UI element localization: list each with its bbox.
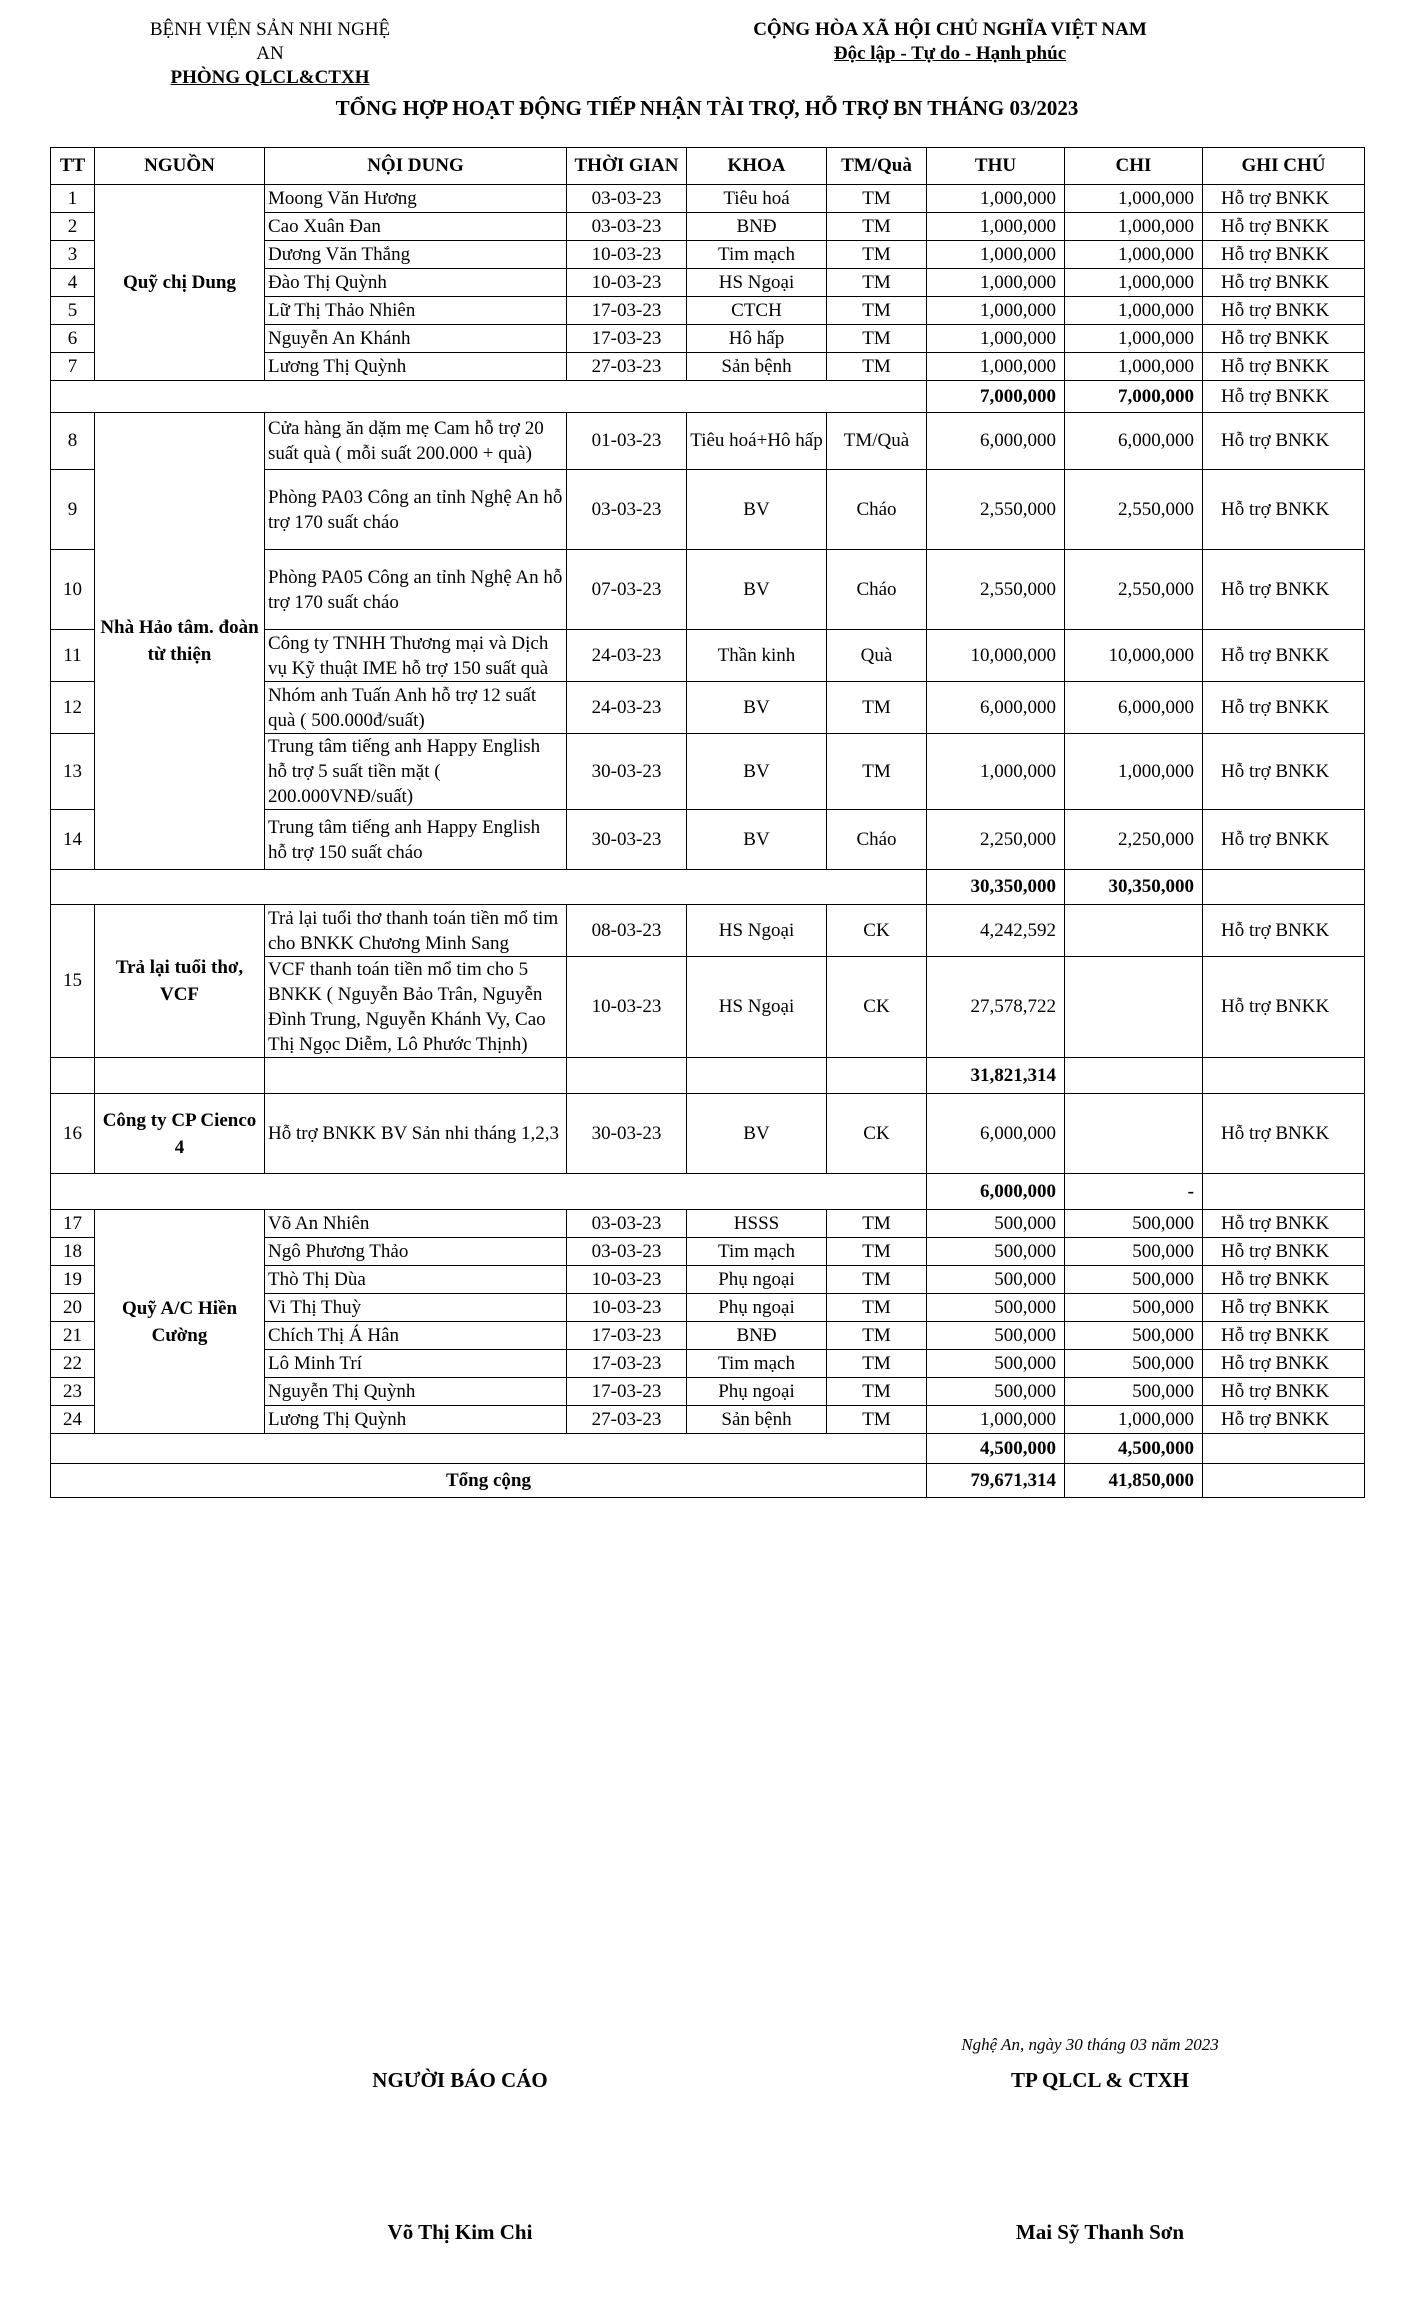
row-type: TM (827, 213, 927, 241)
row-content: Phòng PA05 Công an tỉnh Nghệ An hỗ trợ 170 suất cháo (265, 550, 567, 630)
header-national (720, 18, 1180, 66)
row-income: 500,000 (927, 1266, 1065, 1294)
row-department: BV (687, 682, 827, 734)
row-expense: 2,550,000 (1065, 470, 1203, 550)
row-content: Nguyễn An Khánh (265, 325, 567, 353)
row-income: 6,000,000 (927, 1094, 1065, 1174)
row-number: 9 (51, 470, 95, 550)
row-note: Hỗ trợ BNKK (1203, 1094, 1365, 1174)
row-income: 6,000,000 (927, 413, 1065, 470)
column-header: THỜI GIAN (567, 148, 687, 185)
row-content: Võ An Nhiên (265, 1210, 567, 1238)
row-type: TM (827, 1322, 927, 1350)
row-date: 03-03-23 (567, 213, 687, 241)
row-department: HSSS (687, 1210, 827, 1238)
subtotal-expense: - (1065, 1174, 1203, 1210)
grand-total-income: 79,671,314 (927, 1464, 1065, 1498)
row-number: 5 (51, 297, 95, 325)
row-note: Hỗ trợ BNKK (1203, 413, 1365, 470)
subtotal-income: 6,000,000 (927, 1174, 1065, 1210)
row-type: TM (827, 682, 927, 734)
grand-total-row (51, 1464, 1365, 1498)
row-expense: 6,000,000 (1065, 413, 1203, 470)
subtotal-blank (95, 1058, 265, 1094)
column-header: TM/Quà (827, 148, 927, 185)
row-number: 2 (51, 213, 95, 241)
row-note: Hỗ trợ BNKK (1203, 1210, 1365, 1238)
row-income: 2,250,000 (927, 810, 1065, 870)
column-header: NỘI DUNG (265, 148, 567, 185)
row-note: Hỗ trợ BNKK (1203, 734, 1365, 810)
reporter-title: NGƯỜI BÁO CÁO (372, 2068, 548, 2092)
column-header: TT (51, 148, 95, 185)
grand-total-note (1203, 1464, 1365, 1498)
row-type: TM (827, 297, 927, 325)
row-department: Sản bệnh (687, 1406, 827, 1434)
row-note: Hỗ trợ BNKK (1203, 1322, 1365, 1350)
row-expense: 1,000,000 (1065, 185, 1203, 213)
row-date: 10-03-23 (567, 241, 687, 269)
subtotal-blank (567, 1058, 687, 1094)
row-date: 17-03-23 (567, 1350, 687, 1378)
row-number: 1 (51, 185, 95, 213)
row-income: 1,000,000 (927, 213, 1065, 241)
subtotal-expense: 30,350,000 (1065, 870, 1203, 905)
row-number: 11 (51, 630, 95, 682)
row-expense: 10,000,000 (1065, 630, 1203, 682)
row-income: 1,000,000 (927, 734, 1065, 810)
row-type: Cháo (827, 810, 927, 870)
funding-source: Trả lại tuổi thơ, VCF (95, 905, 265, 1058)
row-note: Hỗ trợ BNKK (1203, 185, 1365, 213)
row-date: 17-03-23 (567, 1378, 687, 1406)
table-row (51, 905, 1365, 957)
row-type: CK (827, 1094, 927, 1174)
row-income: 27,578,722 (927, 957, 1065, 1058)
row-date: 24-03-23 (567, 682, 687, 734)
row-date: 10-03-23 (567, 269, 687, 297)
row-income: 2,550,000 (927, 550, 1065, 630)
row-income: 2,550,000 (927, 470, 1065, 550)
row-department: Phụ ngoại (687, 1378, 827, 1406)
row-type: TM/Quà (827, 413, 927, 470)
row-content: Chích Thị Á Hân (265, 1322, 567, 1350)
column-header: KHOA (687, 148, 827, 185)
row-income: 500,000 (927, 1322, 1065, 1350)
row-note: Hỗ trợ BNKK (1203, 1294, 1365, 1322)
row-note: Hỗ trợ BNKK (1203, 682, 1365, 734)
country-name: CỘNG HÒA XÃ HỘI CHỦ NGHĨA VIỆT NAM (753, 19, 1147, 40)
table-header-row (51, 148, 1365, 185)
row-expense: 1,000,000 (1065, 353, 1203, 381)
row-expense: 500,000 (1065, 1294, 1203, 1322)
row-department: CTCH (687, 297, 827, 325)
row-content: Ngô Phương Thảo (265, 1238, 567, 1266)
row-note: Hỗ trợ BNKK (1203, 630, 1365, 682)
row-expense: 1,000,000 (1065, 213, 1203, 241)
subtotal-expense: 4,500,000 (1065, 1434, 1203, 1464)
row-number: 12 (51, 682, 95, 734)
row-date: 17-03-23 (567, 1322, 687, 1350)
row-note: Hỗ trợ BNKK (1203, 213, 1365, 241)
subtotal-blank (51, 1434, 927, 1464)
row-number: 15 (51, 905, 95, 1058)
row-number: 17 (51, 1210, 95, 1238)
row-type: TM (827, 1210, 927, 1238)
row-date: 30-03-23 (567, 734, 687, 810)
row-department: Tim mạch (687, 241, 827, 269)
row-date: 17-03-23 (567, 297, 687, 325)
manager-name: Mai Sỹ Thanh Sơn (1015, 2220, 1185, 2244)
row-department: BNĐ (687, 1322, 827, 1350)
row-expense (1065, 1094, 1203, 1174)
row-type: Cháo (827, 550, 927, 630)
row-income: 1,000,000 (927, 353, 1065, 381)
row-type: TM (827, 1294, 927, 1322)
row-income: 500,000 (927, 1238, 1065, 1266)
row-department: Tiêu hoá+Hô hấp (687, 413, 827, 470)
row-date: 01-03-23 (567, 413, 687, 470)
row-department: Thần kinh (687, 630, 827, 682)
row-content: Cửa hàng ăn dặm mẹ Cam hỗ trợ 20 suất quà ( mỗi suất 200.000 + quà) (265, 413, 567, 470)
row-expense (1065, 957, 1203, 1058)
row-number: 8 (51, 413, 95, 470)
row-type: TM (827, 269, 927, 297)
row-income: 500,000 (927, 1378, 1065, 1406)
row-department: Phụ ngoại (687, 1294, 827, 1322)
row-expense: 1,000,000 (1065, 269, 1203, 297)
subtotal-row (51, 1434, 1365, 1464)
row-content: Lô Minh Trí (265, 1350, 567, 1378)
row-note: Hỗ trợ BNKK (1203, 1406, 1365, 1434)
row-expense: 1,000,000 (1065, 734, 1203, 810)
row-note: Hỗ trợ BNKK (1203, 1266, 1365, 1294)
subtotal-row (51, 870, 1365, 905)
row-date: 30-03-23 (567, 810, 687, 870)
row-department: BV (687, 1094, 827, 1174)
row-number: 13 (51, 734, 95, 810)
column-header: CHI (1065, 148, 1203, 185)
row-date: 03-03-23 (567, 1238, 687, 1266)
donation-table (50, 147, 1365, 1498)
row-number: 18 (51, 1238, 95, 1266)
row-type: TM (827, 1238, 927, 1266)
row-date: 07-03-23 (567, 550, 687, 630)
table-row (51, 1094, 1365, 1174)
row-expense: 500,000 (1065, 1238, 1203, 1266)
grand-total-label: Tổng cộng (51, 1464, 927, 1498)
subtotal-blank (827, 1058, 927, 1094)
row-department: Tiêu hoá (687, 185, 827, 213)
row-date: 24-03-23 (567, 630, 687, 682)
row-expense: 500,000 (1065, 1378, 1203, 1406)
subtotal-note (1203, 1058, 1365, 1094)
row-expense: 6,000,000 (1065, 682, 1203, 734)
row-content: Trả lại tuổi thơ thanh toán tiền mổ tim cho BNKK Chương Minh Sang (265, 905, 567, 957)
row-type: TM (827, 1266, 927, 1294)
row-number: 16 (51, 1094, 95, 1174)
row-content: Thò Thị Dùa (265, 1266, 567, 1294)
row-expense: 500,000 (1065, 1210, 1203, 1238)
row-expense: 500,000 (1065, 1322, 1203, 1350)
row-income: 4,242,592 (927, 905, 1065, 957)
row-note: Hỗ trợ BNKK (1203, 353, 1365, 381)
row-number: 10 (51, 550, 95, 630)
row-department: HS Ngoại (687, 269, 827, 297)
row-number: 7 (51, 353, 95, 381)
row-note: Hỗ trợ BNKK (1203, 241, 1365, 269)
funding-source: Quỹ chị Dung (95, 185, 265, 381)
hospital-name: BỆNH VIỆN SẢN NHI NGHỆ AN (149, 19, 391, 64)
row-note: Hỗ trợ BNKK (1203, 810, 1365, 870)
row-income: 1,000,000 (927, 269, 1065, 297)
row-date: 03-03-23 (567, 470, 687, 550)
row-content: Moong Văn Hương (265, 185, 567, 213)
row-content: Lương Thị Quỳnh (265, 353, 567, 381)
subtotal-blank (51, 870, 927, 905)
row-number: 3 (51, 241, 95, 269)
row-number: 4 (51, 269, 95, 297)
row-expense: 1,000,000 (1065, 1406, 1203, 1434)
row-department: BV (687, 810, 827, 870)
row-income: 500,000 (927, 1350, 1065, 1378)
row-income: 1,000,000 (927, 325, 1065, 353)
row-number: 14 (51, 810, 95, 870)
row-department: Tim mạch (687, 1238, 827, 1266)
funding-source: Nhà Hảo tâm. đoàn từ thiện (95, 413, 265, 870)
row-note: Hỗ trợ BNKK (1203, 297, 1365, 325)
column-header: NGUỒN (95, 148, 265, 185)
row-number: 21 (51, 1322, 95, 1350)
row-content: Đào Thị Quỳnh (265, 269, 567, 297)
report-date: Nghệ An, ngày 30 tháng 03 năm 2023 (961, 2035, 1219, 2054)
row-date: 03-03-23 (567, 185, 687, 213)
row-department: BV (687, 470, 827, 550)
subtotal-blank (265, 1058, 567, 1094)
row-note: Hỗ trợ BNKK (1203, 325, 1365, 353)
subtotal-income: 4,500,000 (927, 1434, 1065, 1464)
row-type: CK (827, 905, 927, 957)
subtotal-income: 7,000,000 (927, 381, 1065, 413)
row-expense: 1,000,000 (1065, 325, 1203, 353)
row-content: Lữ Thị Thảo Nhiên (265, 297, 567, 325)
row-content: Dương Văn Thắng (265, 241, 567, 269)
row-content: Trung tâm tiếng anh Happy English hỗ trợ 5 suất tiền mặt ( 200.000VNĐ/suất) (265, 734, 567, 810)
row-department: HS Ngoại (687, 957, 827, 1058)
table-row (51, 185, 1365, 213)
row-content: Vi Thị Thuỳ (265, 1294, 567, 1322)
row-expense: 500,000 (1065, 1266, 1203, 1294)
manager-title: TP QLCL & CTXH (1011, 2068, 1189, 2092)
reporter-name: Võ Thị Kim Chi (387, 2220, 533, 2244)
document-title: TỔNG HỢP HOẠT ĐỘNG TIẾP NHẬN TÀI TRỢ, HỖ TRỢ BN THÁNG 03/2023 (335, 96, 1079, 120)
row-expense: 2,550,000 (1065, 550, 1203, 630)
row-date: 27-03-23 (567, 353, 687, 381)
row-number: 24 (51, 1406, 95, 1434)
row-expense (1065, 905, 1203, 957)
row-content: Nhóm anh Tuấn Anh hỗ trợ 12 suất quà ( 500.000đ/suất) (265, 682, 567, 734)
row-note: Hỗ trợ BNKK (1203, 1378, 1365, 1406)
row-date: 03-03-23 (567, 1210, 687, 1238)
row-date: 08-03-23 (567, 905, 687, 957)
row-income: 6,000,000 (927, 682, 1065, 734)
row-date: 10-03-23 (567, 957, 687, 1058)
row-date: 17-03-23 (567, 325, 687, 353)
row-content: Phòng PA03 Công an tỉnh Nghệ An hỗ trợ 170 suất cháo (265, 470, 567, 550)
row-department: Hô hấp (687, 325, 827, 353)
department-name: PHÒNG QLCL&CTXH (170, 67, 370, 88)
row-expense: 2,250,000 (1065, 810, 1203, 870)
row-department: HS Ngoại (687, 905, 827, 957)
subtotal-expense: 7,000,000 (1065, 381, 1203, 413)
row-note: Hỗ trợ BNKK (1203, 905, 1365, 957)
row-number: 19 (51, 1266, 95, 1294)
table-row (51, 1210, 1365, 1238)
subtotal-blank (51, 1174, 927, 1210)
row-type: TM (827, 241, 927, 269)
row-department: BV (687, 550, 827, 630)
row-number: 23 (51, 1378, 95, 1406)
row-content: Trung tâm tiếng anh Happy English hỗ trợ 150 suất cháo (265, 810, 567, 870)
row-note: Hỗ trợ BNKK (1203, 269, 1365, 297)
row-number: 6 (51, 325, 95, 353)
row-income: 500,000 (927, 1210, 1065, 1238)
row-note: Hỗ trợ BNKK (1203, 1350, 1365, 1378)
funding-source: Công ty CP Cienco 4 (95, 1094, 265, 1174)
subtotal-row (51, 381, 1365, 413)
subtotal-note (1203, 1434, 1365, 1464)
subtotal-note (1203, 1174, 1365, 1210)
national-motto: Độc lập - Tự do - Hạnh phúc (833, 43, 1067, 64)
row-content: Hỗ trợ BNKK BV Sản nhi tháng 1,2,3 (265, 1094, 567, 1174)
row-type: TM (827, 1350, 927, 1378)
row-type: TM (827, 185, 927, 213)
row-type: TM (827, 353, 927, 381)
subtotal-income: 31,821,314 (927, 1058, 1065, 1094)
row-number: 22 (51, 1350, 95, 1378)
row-type: TM (827, 1378, 927, 1406)
subtotal-income: 30,350,000 (927, 870, 1065, 905)
row-department: Sản bệnh (687, 353, 827, 381)
row-content: VCF thanh toán tiền mổ tim cho 5 BNKK ( Nguyễn Bảo Trân, Nguyễn Đình Trung, Nguyễn Khánh Vy, Cao Thị Ngọc Diễm, Lô Phước Thịnh) (265, 957, 567, 1058)
table-body (51, 185, 1365, 1498)
row-date: 27-03-23 (567, 1406, 687, 1434)
subtotal-blank (51, 1058, 95, 1094)
row-date: 10-03-23 (567, 1294, 687, 1322)
funding-source: Quỹ A/C Hiền Cường (95, 1210, 265, 1434)
subtotal-blank (51, 381, 927, 413)
row-type: CK (827, 957, 927, 1058)
subtotal-row (51, 1174, 1365, 1210)
header-organization (135, 18, 405, 90)
subtotal-note (1203, 870, 1365, 905)
row-date: 30-03-23 (567, 1094, 687, 1174)
subtotal-note: Hỗ trợ BNKK (1203, 381, 1365, 413)
row-type: TM (827, 325, 927, 353)
subtotal-row (51, 1058, 1365, 1094)
row-income: 1,000,000 (927, 297, 1065, 325)
row-expense: 500,000 (1065, 1350, 1203, 1378)
column-header: GHI CHÚ (1203, 148, 1365, 185)
row-income: 1,000,000 (927, 185, 1065, 213)
row-number: 20 (51, 1294, 95, 1322)
row-type: Quà (827, 630, 927, 682)
row-department: Phụ ngoại (687, 1266, 827, 1294)
grand-total-expense: 41,850,000 (1065, 1464, 1203, 1498)
row-income: 10,000,000 (927, 630, 1065, 682)
row-expense: 1,000,000 (1065, 297, 1203, 325)
row-type: TM (827, 734, 927, 810)
row-department: BV (687, 734, 827, 810)
table-row (51, 413, 1365, 470)
row-department: BNĐ (687, 213, 827, 241)
row-expense: 1,000,000 (1065, 241, 1203, 269)
row-content: Lương Thị Quỳnh (265, 1406, 567, 1434)
row-note: Hỗ trợ BNKK (1203, 957, 1365, 1058)
row-department: Tim mạch (687, 1350, 827, 1378)
row-date: 10-03-23 (567, 1266, 687, 1294)
row-content: Công ty TNHH Thương mại và Dịch vụ Kỹ thuật IME hỗ trợ 150 suất quà (265, 630, 567, 682)
subtotal-blank (687, 1058, 827, 1094)
row-content: Cao Xuân Đan (265, 213, 567, 241)
row-note: Hỗ trợ BNKK (1203, 470, 1365, 550)
row-type: TM (827, 1406, 927, 1434)
row-note: Hỗ trợ BNKK (1203, 1238, 1365, 1266)
row-note: Hỗ trợ BNKK (1203, 550, 1365, 630)
row-income: 1,000,000 (927, 241, 1065, 269)
column-header: THU (927, 148, 1065, 185)
row-income: 1,000,000 (927, 1406, 1065, 1434)
row-content: Nguyễn Thị Quỳnh (265, 1378, 567, 1406)
row-type: Cháo (827, 470, 927, 550)
row-income: 500,000 (927, 1294, 1065, 1322)
subtotal-expense (1065, 1058, 1203, 1094)
